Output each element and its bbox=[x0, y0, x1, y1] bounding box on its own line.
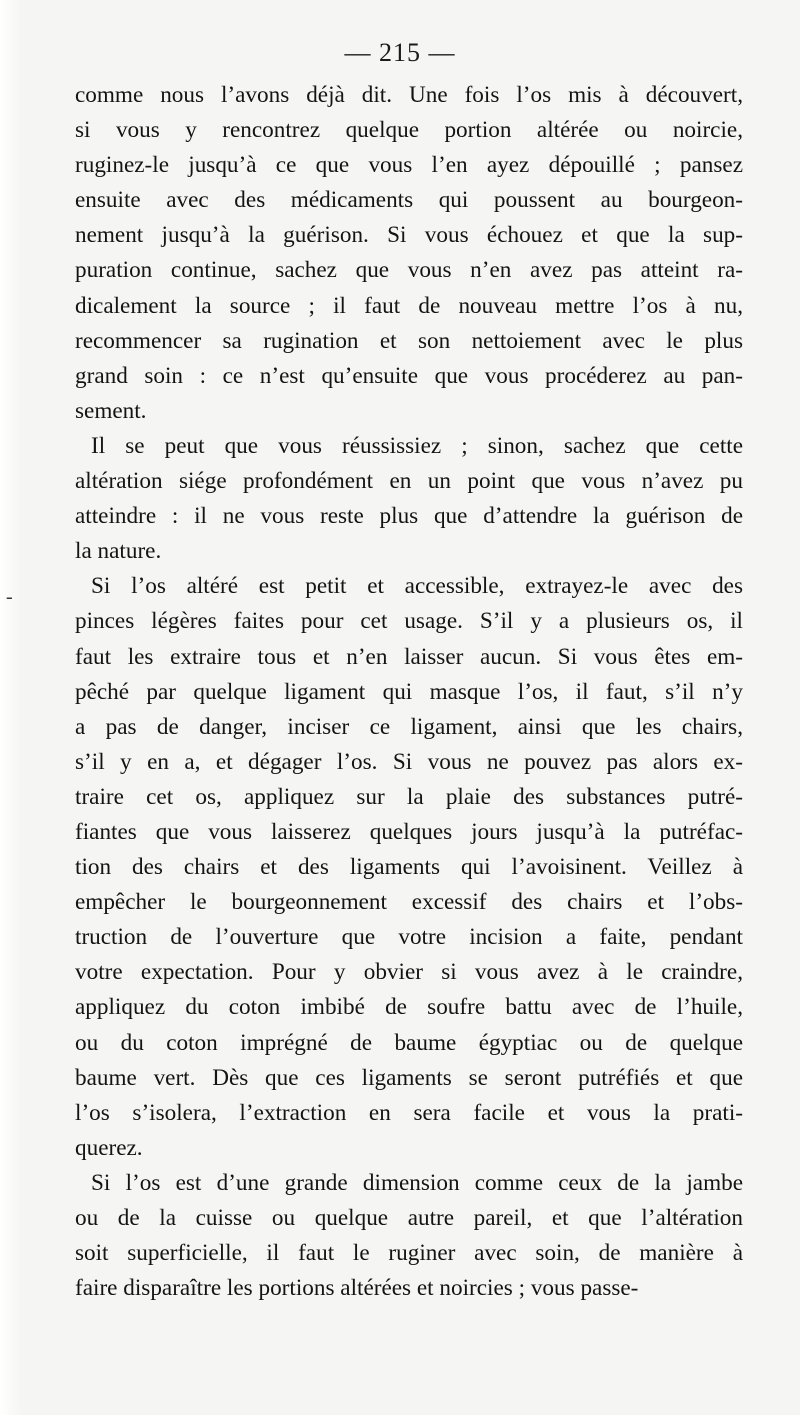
text-line: l’os s’isolera, l’extraction en sera facile et vous la prati- bbox=[75, 1099, 743, 1126]
text-line: Si l’os est d’une grande dimension comme ceux de la jambe bbox=[91, 1169, 743, 1196]
text-line: si vous y rencontrez quelque portion altérée ou noircie, bbox=[75, 117, 743, 144]
paragraph bbox=[75, 1166, 743, 1306]
text-line: ou de la cuisse ou quelque autre pareil, et que l’altération bbox=[75, 1205, 743, 1231]
page-number: — 215 — bbox=[344, 38, 456, 67]
text-line: faut les extraire tous et n’en laisser aucun. Si vous êtes em- bbox=[75, 643, 743, 670]
text-line: a pas de danger, inciser ce ligament, ainsi que les chairs, bbox=[75, 713, 743, 740]
text-line: ruginez-le jusqu’à ce que vous l’en ayez dépouillé ; pansez bbox=[75, 152, 743, 179]
text-line: atteindre : il ne vous reste plus que d’attendre la guérison de bbox=[75, 503, 743, 530]
text-line: ensuite avec des médicaments qui poussent au bourgeon- bbox=[75, 187, 743, 214]
text-line: empêcher le bourgeonnement excessif des chairs et l’obs- bbox=[75, 889, 743, 916]
text-line: faire disparaître les portions altérées et noircies ; vous passe- bbox=[75, 1275, 639, 1302]
text-line: appliquez du coton imbibé de soufre battu avec de l’huile, bbox=[75, 994, 743, 1021]
text-line: pinces légères faites pour cet usage. S’il y a plusieurs os, il bbox=[75, 608, 743, 635]
text-line: recommencer sa rugination et son nettoiement avec le plus bbox=[75, 327, 743, 354]
paragraph bbox=[75, 569, 743, 1166]
text-line: ou du coton imprégné de baume égyptiac ou de quelque bbox=[75, 1029, 743, 1056]
paragraph bbox=[75, 78, 743, 429]
paragraph bbox=[75, 429, 743, 569]
text-line: Si l’os altéré est petit et accessible, extrayez-le avec des bbox=[91, 573, 743, 600]
text-line: tion des chairs et des ligaments qui l’avoisinent. Veillez à bbox=[75, 854, 743, 881]
text-line: altération siége profondément en un point que vous n’avez pu bbox=[75, 468, 743, 495]
text-line: soit superficielle, il faut le ruginer avec soin, de manière à bbox=[75, 1240, 743, 1267]
text-line: querez. bbox=[75, 1134, 143, 1161]
text-line: sement. bbox=[75, 397, 147, 424]
text-line: traire cet os, appliquez sur la plaie des substances putré- bbox=[75, 783, 743, 810]
text-line: fiantes que vous laisserez quelques jours jusqu’à la putréfac- bbox=[75, 818, 743, 845]
text-line: nement jusqu’à la guérison. Si vous échouez et que la sup- bbox=[75, 222, 743, 249]
text-line: truction de l’ouverture que votre incision a faite, pendant bbox=[75, 924, 743, 951]
text-line: s’il y en a, et dégager l’os. Si vous ne pouvez pas alors ex- bbox=[75, 748, 743, 775]
page-edge bbox=[0, 0, 22, 1415]
body-text bbox=[75, 78, 743, 1306]
text-line: dicalement la source ; il faut de nouveau mettre l’os à nu, bbox=[75, 292, 743, 319]
text-line: la nature. bbox=[75, 538, 162, 565]
text-line: Il se peut que vous réussissiez ; sinon, sachez que cette bbox=[91, 432, 743, 459]
text-line: comme nous l’avons déjà dit. Une fois l’os mis à découvert, bbox=[75, 82, 743, 108]
text-line: pêché par quelque ligament qui masque l’os, il faut, s’il n’y bbox=[75, 678, 743, 705]
text-line: puration continue, sachez que vous n’en avez pas atteint ra- bbox=[75, 257, 743, 284]
text-line: grand soin : ce n’est qu’ensuite que vous procéderez au pan- bbox=[75, 362, 743, 389]
text-line: baume vert. Dès que ces ligaments se seront putréfiés et que bbox=[75, 1064, 743, 1091]
margin-mark: - bbox=[6, 586, 13, 608]
text-line: votre expectation. Pour y obvier si vous avez à le craindre, bbox=[75, 959, 743, 986]
